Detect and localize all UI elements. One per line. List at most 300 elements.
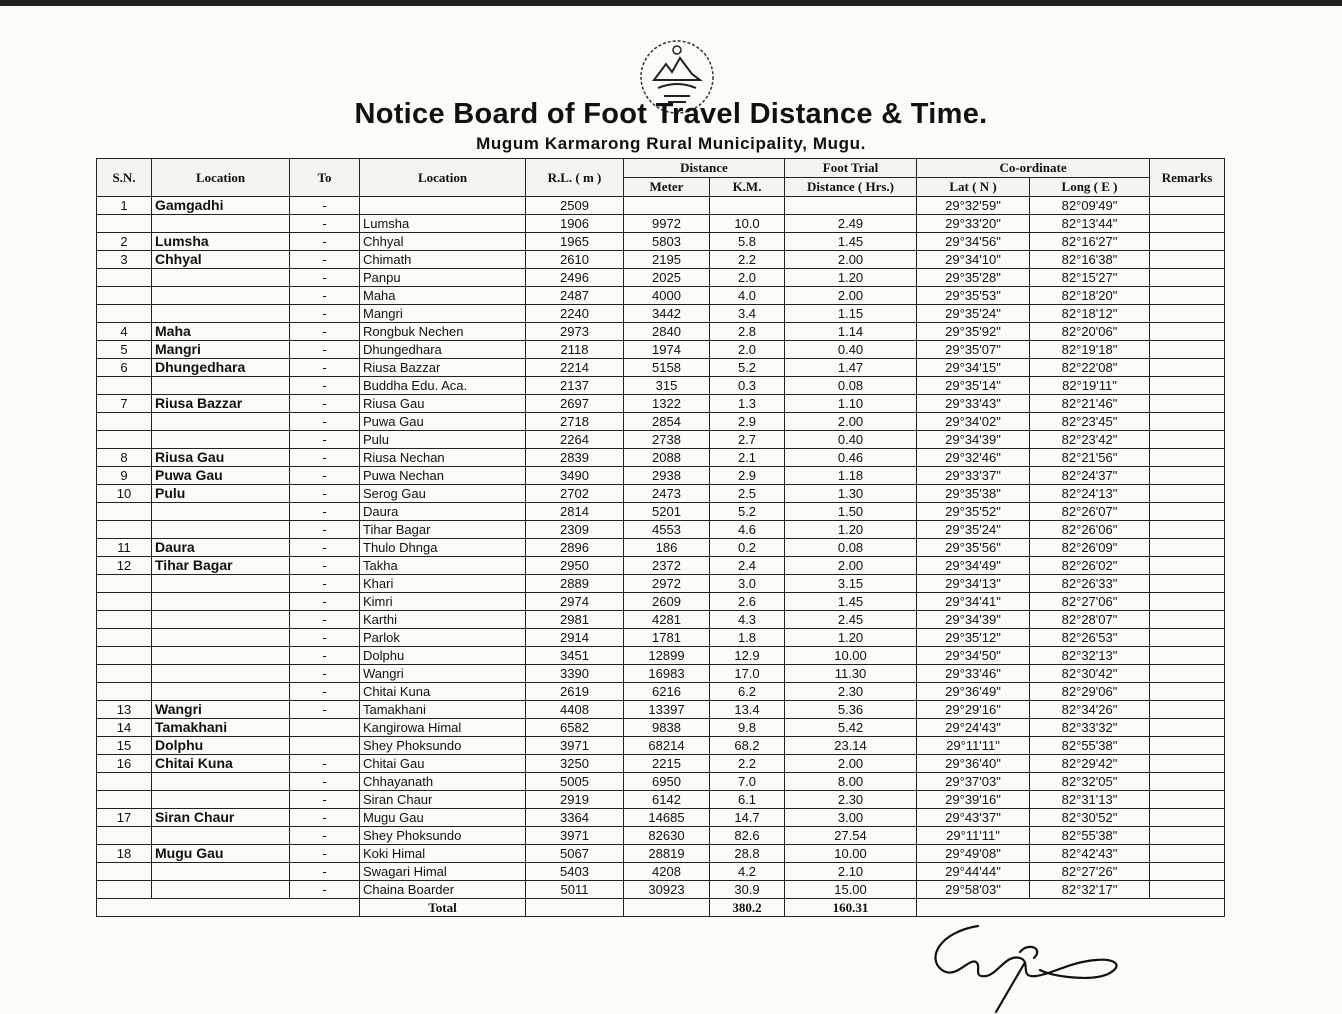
top-scan-edge	[0, 0, 1342, 6]
cell-to: -	[290, 701, 360, 719]
cell-km: 14.7	[710, 809, 785, 827]
cell-meter: 2738	[624, 431, 710, 449]
cell-to-location: Mugu Gau	[360, 809, 526, 827]
cell-location	[152, 503, 290, 521]
cell-sn	[97, 881, 152, 899]
cell-to: -	[290, 521, 360, 539]
cell-long: 82°42'43"	[1030, 845, 1150, 863]
cell-to: -	[290, 305, 360, 323]
cell-remarks	[1150, 467, 1225, 485]
cell-long: 82°09'49"	[1030, 197, 1150, 215]
cell-location: Chitai Kuna	[152, 755, 290, 773]
cell-to: -	[290, 287, 360, 305]
cell-long: 82°26'53"	[1030, 629, 1150, 647]
table-row	[97, 485, 1225, 503]
total-row	[97, 899, 1225, 917]
cell-to-location: Kangirowa Himal	[360, 719, 526, 737]
cell-to: -	[290, 647, 360, 665]
cell-sn: 9	[97, 467, 152, 485]
cell-to-location: Chhyal	[360, 233, 526, 251]
cell-location	[152, 647, 290, 665]
cell-sn: 4	[97, 323, 152, 341]
cell-km: 30.9	[710, 881, 785, 899]
cell-km: 13.4	[710, 701, 785, 719]
cell-location	[152, 683, 290, 701]
cell-km: 3.0	[710, 575, 785, 593]
cell-to-location: Shey Phoksundo	[360, 737, 526, 755]
cell-lat: 29°34'39"	[917, 611, 1030, 629]
table-row	[97, 215, 1225, 233]
cell-to: -	[290, 755, 360, 773]
header-coordinate: Co-ordinate	[917, 159, 1150, 178]
cell-rl: 3451	[526, 647, 624, 665]
cell-to: -	[290, 593, 360, 611]
cell-hrs: 1.20	[785, 629, 917, 647]
cell-location	[152, 521, 290, 539]
cell-location	[152, 377, 290, 395]
cell-remarks	[1150, 431, 1225, 449]
cell-km: 5.8	[710, 233, 785, 251]
cell-km: 9.8	[710, 719, 785, 737]
cell-hrs: 2.30	[785, 791, 917, 809]
table-row	[97, 773, 1225, 791]
cell-remarks	[1150, 737, 1225, 755]
cell-location	[152, 413, 290, 431]
cell-sn	[97, 611, 152, 629]
cell-to: -	[290, 503, 360, 521]
cell-long: 82°15'27"	[1030, 269, 1150, 287]
cell-rl: 1906	[526, 215, 624, 233]
cell-km: 5.2	[710, 503, 785, 521]
cell-to-location: Chaina Boarder	[360, 881, 526, 899]
cell-hrs: 1.45	[785, 593, 917, 611]
cell-rl: 3250	[526, 755, 624, 773]
cell-lat: 29°35'52"	[917, 503, 1030, 521]
cell-km: 82.6	[710, 827, 785, 845]
cell-km: 2.4	[710, 557, 785, 575]
cell-remarks	[1150, 701, 1225, 719]
cell-to: -	[290, 485, 360, 503]
cell-rl: 3364	[526, 809, 624, 827]
cell-remarks	[1150, 629, 1225, 647]
cell-sn	[97, 503, 152, 521]
cell-km: 10.0	[710, 215, 785, 233]
cell-km: 68.2	[710, 737, 785, 755]
cell-sn	[97, 575, 152, 593]
cell-to	[290, 737, 360, 755]
cell-lat: 29°11'11"	[917, 737, 1030, 755]
cell-meter: 2195	[624, 251, 710, 269]
cell-long: 82°33'32"	[1030, 719, 1150, 737]
cell-meter: 6216	[624, 683, 710, 701]
total-spacer	[97, 899, 360, 917]
cell-remarks	[1150, 413, 1225, 431]
cell-sn: 12	[97, 557, 152, 575]
cell-meter: 2840	[624, 323, 710, 341]
cell-km: 6.2	[710, 683, 785, 701]
cell-hrs: 11.30	[785, 665, 917, 683]
cell-meter: 5158	[624, 359, 710, 377]
cell-lat: 29°35'12"	[917, 629, 1030, 647]
cell-meter: 9838	[624, 719, 710, 737]
cell-meter: 4208	[624, 863, 710, 881]
cell-long: 82°20'06"	[1030, 323, 1150, 341]
cell-sn: 13	[97, 701, 152, 719]
cell-remarks	[1150, 377, 1225, 395]
cell-to-location: Shey Phoksundo	[360, 827, 526, 845]
header-sn: S.N.	[97, 159, 152, 197]
cell-to-location: Puwa Nechan	[360, 467, 526, 485]
cell-to: -	[290, 395, 360, 413]
cell-hrs: 3.15	[785, 575, 917, 593]
cell-long: 82°23'42"	[1030, 431, 1150, 449]
cell-remarks	[1150, 305, 1225, 323]
cell-meter: 2854	[624, 413, 710, 431]
cell-hrs: 27.54	[785, 827, 917, 845]
cell-to: -	[290, 611, 360, 629]
table-row	[97, 449, 1225, 467]
cell-remarks	[1150, 683, 1225, 701]
cell-sn	[97, 521, 152, 539]
cell-location: Mangri	[152, 341, 290, 359]
table-row	[97, 665, 1225, 683]
cell-hrs: 2.00	[785, 287, 917, 305]
cell-rl: 3490	[526, 467, 624, 485]
cell-to-location: Siran Chaur	[360, 791, 526, 809]
cell-long: 82°30'52"	[1030, 809, 1150, 827]
cell-remarks	[1150, 395, 1225, 413]
cell-location	[152, 575, 290, 593]
cell-km: 2.9	[710, 467, 785, 485]
header-distance: Distance	[624, 159, 785, 178]
cell-remarks	[1150, 359, 1225, 377]
table-row	[97, 503, 1225, 521]
cell-long: 82°29'06"	[1030, 683, 1150, 701]
cell-remarks	[1150, 521, 1225, 539]
table-row	[97, 467, 1225, 485]
cell-location: Tamakhani	[152, 719, 290, 737]
cell-lat: 29°35'28"	[917, 269, 1030, 287]
cell-long: 82°13'44"	[1030, 215, 1150, 233]
cell-rl: 5005	[526, 773, 624, 791]
cell-lat: 29°34'13"	[917, 575, 1030, 593]
cell-to: -	[290, 575, 360, 593]
cell-hrs: 0.40	[785, 431, 917, 449]
cell-rl: 3390	[526, 665, 624, 683]
cell-remarks	[1150, 485, 1225, 503]
cell-hrs: 1.45	[785, 233, 917, 251]
cell-sn: 6	[97, 359, 152, 377]
cell-hrs: 1.20	[785, 521, 917, 539]
cell-long: 82°24'13"	[1030, 485, 1150, 503]
cell-meter: 6142	[624, 791, 710, 809]
cell-lat: 29°35'92"	[917, 323, 1030, 341]
cell-to: -	[290, 845, 360, 863]
cell-meter: 1781	[624, 629, 710, 647]
cell-remarks	[1150, 323, 1225, 341]
cell-long: 82°16'38"	[1030, 251, 1150, 269]
cell-to: -	[290, 233, 360, 251]
header-foot-trial: Foot Trial	[785, 159, 917, 178]
cell-lat: 29°29'16"	[917, 701, 1030, 719]
total-label: Total	[360, 899, 526, 917]
cell-lat: 29°34'50"	[917, 647, 1030, 665]
cell-long: 82°31'13"	[1030, 791, 1150, 809]
table-row	[97, 539, 1225, 557]
cell-hrs: 2.00	[785, 755, 917, 773]
cell-km: 2.2	[710, 755, 785, 773]
cell-sn	[97, 215, 152, 233]
cell-remarks	[1150, 557, 1225, 575]
cell-location: Gamgadhi	[152, 197, 290, 215]
cell-to: -	[290, 215, 360, 233]
cell-remarks	[1150, 233, 1225, 251]
cell-remarks	[1150, 665, 1225, 683]
cell-lat: 29°32'59"	[917, 197, 1030, 215]
cell-meter: 186	[624, 539, 710, 557]
cell-to: -	[290, 539, 360, 557]
cell-sn	[97, 773, 152, 791]
cell-lat: 29°43'37"	[917, 809, 1030, 827]
cell-location	[152, 629, 290, 647]
cell-lat: 29°44'44"	[917, 863, 1030, 881]
cell-long: 82°34'26"	[1030, 701, 1150, 719]
cell-location	[152, 305, 290, 323]
cell-sn	[97, 683, 152, 701]
cell-rl: 2950	[526, 557, 624, 575]
cell-meter: 4553	[624, 521, 710, 539]
cell-sn: 11	[97, 539, 152, 557]
cell-lat: 29°34'56"	[917, 233, 1030, 251]
cell-rl: 2118	[526, 341, 624, 359]
cell-lat: 29°34'39"	[917, 431, 1030, 449]
cell-location	[152, 773, 290, 791]
cell-km: 3.4	[710, 305, 785, 323]
cell-long: 82°26'06"	[1030, 521, 1150, 539]
header-remarks: Remarks	[1150, 159, 1225, 197]
cell-long: 82°27'26"	[1030, 863, 1150, 881]
cell-hrs: 0.08	[785, 377, 917, 395]
cell-meter: 13397	[624, 701, 710, 719]
cell-to: -	[290, 449, 360, 467]
cell-hrs: 15.00	[785, 881, 917, 899]
cell-meter: 30923	[624, 881, 710, 899]
cell-sn	[97, 593, 152, 611]
cell-to-location: Dhungedhara	[360, 341, 526, 359]
cell-to-location: Chimath	[360, 251, 526, 269]
cell-lat: 29°24'43"	[917, 719, 1030, 737]
cell-sn: 15	[97, 737, 152, 755]
cell-remarks	[1150, 539, 1225, 557]
cell-rl: 5067	[526, 845, 624, 863]
cell-remarks	[1150, 881, 1225, 899]
cell-lat: 29°35'07"	[917, 341, 1030, 359]
table-row	[97, 269, 1225, 287]
table-row	[97, 557, 1225, 575]
cell-rl: 4408	[526, 701, 624, 719]
header-rl: R.L. ( m )	[526, 159, 624, 197]
cell-rl: 2839	[526, 449, 624, 467]
cell-to-location: Koki Himal	[360, 845, 526, 863]
cell-km: 17.0	[710, 665, 785, 683]
cell-meter: 2609	[624, 593, 710, 611]
table-row	[97, 881, 1225, 899]
header-row-top	[97, 159, 1225, 178]
cell-to-location: Chhayanath	[360, 773, 526, 791]
cell-hrs: 1.18	[785, 467, 917, 485]
cell-rl: 2264	[526, 431, 624, 449]
cell-rl: 2240	[526, 305, 624, 323]
foot-travel-table	[96, 158, 1225, 917]
cell-km: 0.3	[710, 377, 785, 395]
cell-to: -	[290, 377, 360, 395]
table-row	[97, 827, 1225, 845]
cell-remarks	[1150, 791, 1225, 809]
cell-to-location: Kimri	[360, 593, 526, 611]
cell-location: Wangri	[152, 701, 290, 719]
cell-rl: 2496	[526, 269, 624, 287]
cell-rl: 6582	[526, 719, 624, 737]
cell-km: 12.9	[710, 647, 785, 665]
table-row	[97, 701, 1225, 719]
cell-location: Siran Chaur	[152, 809, 290, 827]
cell-hrs: 2.00	[785, 251, 917, 269]
cell-long: 82°29'42"	[1030, 755, 1150, 773]
cell-location: Chhyal	[152, 251, 290, 269]
cell-lat: 29°34'15"	[917, 359, 1030, 377]
cell-hrs: 0.46	[785, 449, 917, 467]
cell-location: Riusa Bazzar	[152, 395, 290, 413]
cell-hrs: 0.40	[785, 341, 917, 359]
cell-sn	[97, 827, 152, 845]
cell-sn	[97, 629, 152, 647]
cell-sn	[97, 863, 152, 881]
cell-rl: 2973	[526, 323, 624, 341]
cell-hrs: 8.00	[785, 773, 917, 791]
cell-to-location	[360, 197, 526, 215]
cell-to-location: Dolphu	[360, 647, 526, 665]
cell-remarks	[1150, 755, 1225, 773]
cell-to-location: Riusa Bazzar	[360, 359, 526, 377]
cell-meter: 1974	[624, 341, 710, 359]
cell-lat: 29°34'02"	[917, 413, 1030, 431]
table-row	[97, 323, 1225, 341]
cell-sn	[97, 269, 152, 287]
cell-km: 2.0	[710, 341, 785, 359]
cell-to-location: Riusa Gau	[360, 395, 526, 413]
cell-sn: 1	[97, 197, 152, 215]
cell-location: Maha	[152, 323, 290, 341]
cell-remarks	[1150, 593, 1225, 611]
cell-to-location: Takha	[360, 557, 526, 575]
cell-to: -	[290, 791, 360, 809]
cell-location	[152, 431, 290, 449]
cell-long: 82°23'45"	[1030, 413, 1150, 431]
cell-sn: 17	[97, 809, 152, 827]
cell-location	[152, 215, 290, 233]
cell-to-location: Parlok	[360, 629, 526, 647]
cell-long: 82°30'42"	[1030, 665, 1150, 683]
cell-remarks	[1150, 575, 1225, 593]
cell-location: Tihar Bagar	[152, 557, 290, 575]
cell-sn	[97, 305, 152, 323]
cell-to-location: Maha	[360, 287, 526, 305]
cell-sn	[97, 377, 152, 395]
cell-sn: 8	[97, 449, 152, 467]
header-meter: Meter	[624, 178, 710, 197]
cell-sn	[97, 647, 152, 665]
cell-location: Mugu Gau	[152, 845, 290, 863]
cell-sn: 2	[97, 233, 152, 251]
cell-meter: 5201	[624, 503, 710, 521]
cell-lat: 29°11'11"	[917, 827, 1030, 845]
cell-lat: 29°35'24"	[917, 521, 1030, 539]
cell-location: Puwa Gau	[152, 467, 290, 485]
cell-rl: 2137	[526, 377, 624, 395]
cell-to: -	[290, 341, 360, 359]
cell-location	[152, 593, 290, 611]
cell-hrs: 0.08	[785, 539, 917, 557]
table-row	[97, 629, 1225, 647]
cell-rl: 2981	[526, 611, 624, 629]
cell-meter: 2972	[624, 575, 710, 593]
cell-long: 82°26'02"	[1030, 557, 1150, 575]
cell-lat: 29°37'03"	[917, 773, 1030, 791]
cell-long: 82°27'06"	[1030, 593, 1150, 611]
cell-location	[152, 791, 290, 809]
cell-rl: 2914	[526, 629, 624, 647]
cell-rl: 5011	[526, 881, 624, 899]
cell-meter: 1322	[624, 395, 710, 413]
table-row	[97, 197, 1225, 215]
cell-to-location: Thulo Dhnga	[360, 539, 526, 557]
cell-lat: 29°39'16"	[917, 791, 1030, 809]
cell-to-location: Panpu	[360, 269, 526, 287]
cell-sn: 16	[97, 755, 152, 773]
cell-remarks	[1150, 449, 1225, 467]
cell-location	[152, 881, 290, 899]
cell-km: 2.2	[710, 251, 785, 269]
cell-meter: 6950	[624, 773, 710, 791]
cell-to-location: Chitai Kuna	[360, 683, 526, 701]
cell-km: 1.8	[710, 629, 785, 647]
cell-lat: 29°35'53"	[917, 287, 1030, 305]
table-row	[97, 341, 1225, 359]
cell-km: 2.6	[710, 593, 785, 611]
cell-lat: 29°34'41"	[917, 593, 1030, 611]
cell-to: -	[290, 557, 360, 575]
cell-lat: 29°34'49"	[917, 557, 1030, 575]
cell-km: 2.9	[710, 413, 785, 431]
cell-km: 4.3	[710, 611, 785, 629]
cell-hrs: 5.42	[785, 719, 917, 737]
cell-remarks	[1150, 863, 1225, 881]
cell-km: 2.0	[710, 269, 785, 287]
cell-long: 82°18'20"	[1030, 287, 1150, 305]
cell-to: -	[290, 827, 360, 845]
cell-remarks	[1150, 287, 1225, 305]
cell-long: 82°28'07"	[1030, 611, 1150, 629]
cell-to: -	[290, 683, 360, 701]
cell-meter: 4000	[624, 287, 710, 305]
cell-km: 2.7	[710, 431, 785, 449]
cell-meter	[624, 197, 710, 215]
cell-km: 0.2	[710, 539, 785, 557]
cell-remarks	[1150, 773, 1225, 791]
cell-hrs: 1.14	[785, 323, 917, 341]
total-empty-meter	[624, 899, 710, 917]
cell-hrs: 2.00	[785, 557, 917, 575]
